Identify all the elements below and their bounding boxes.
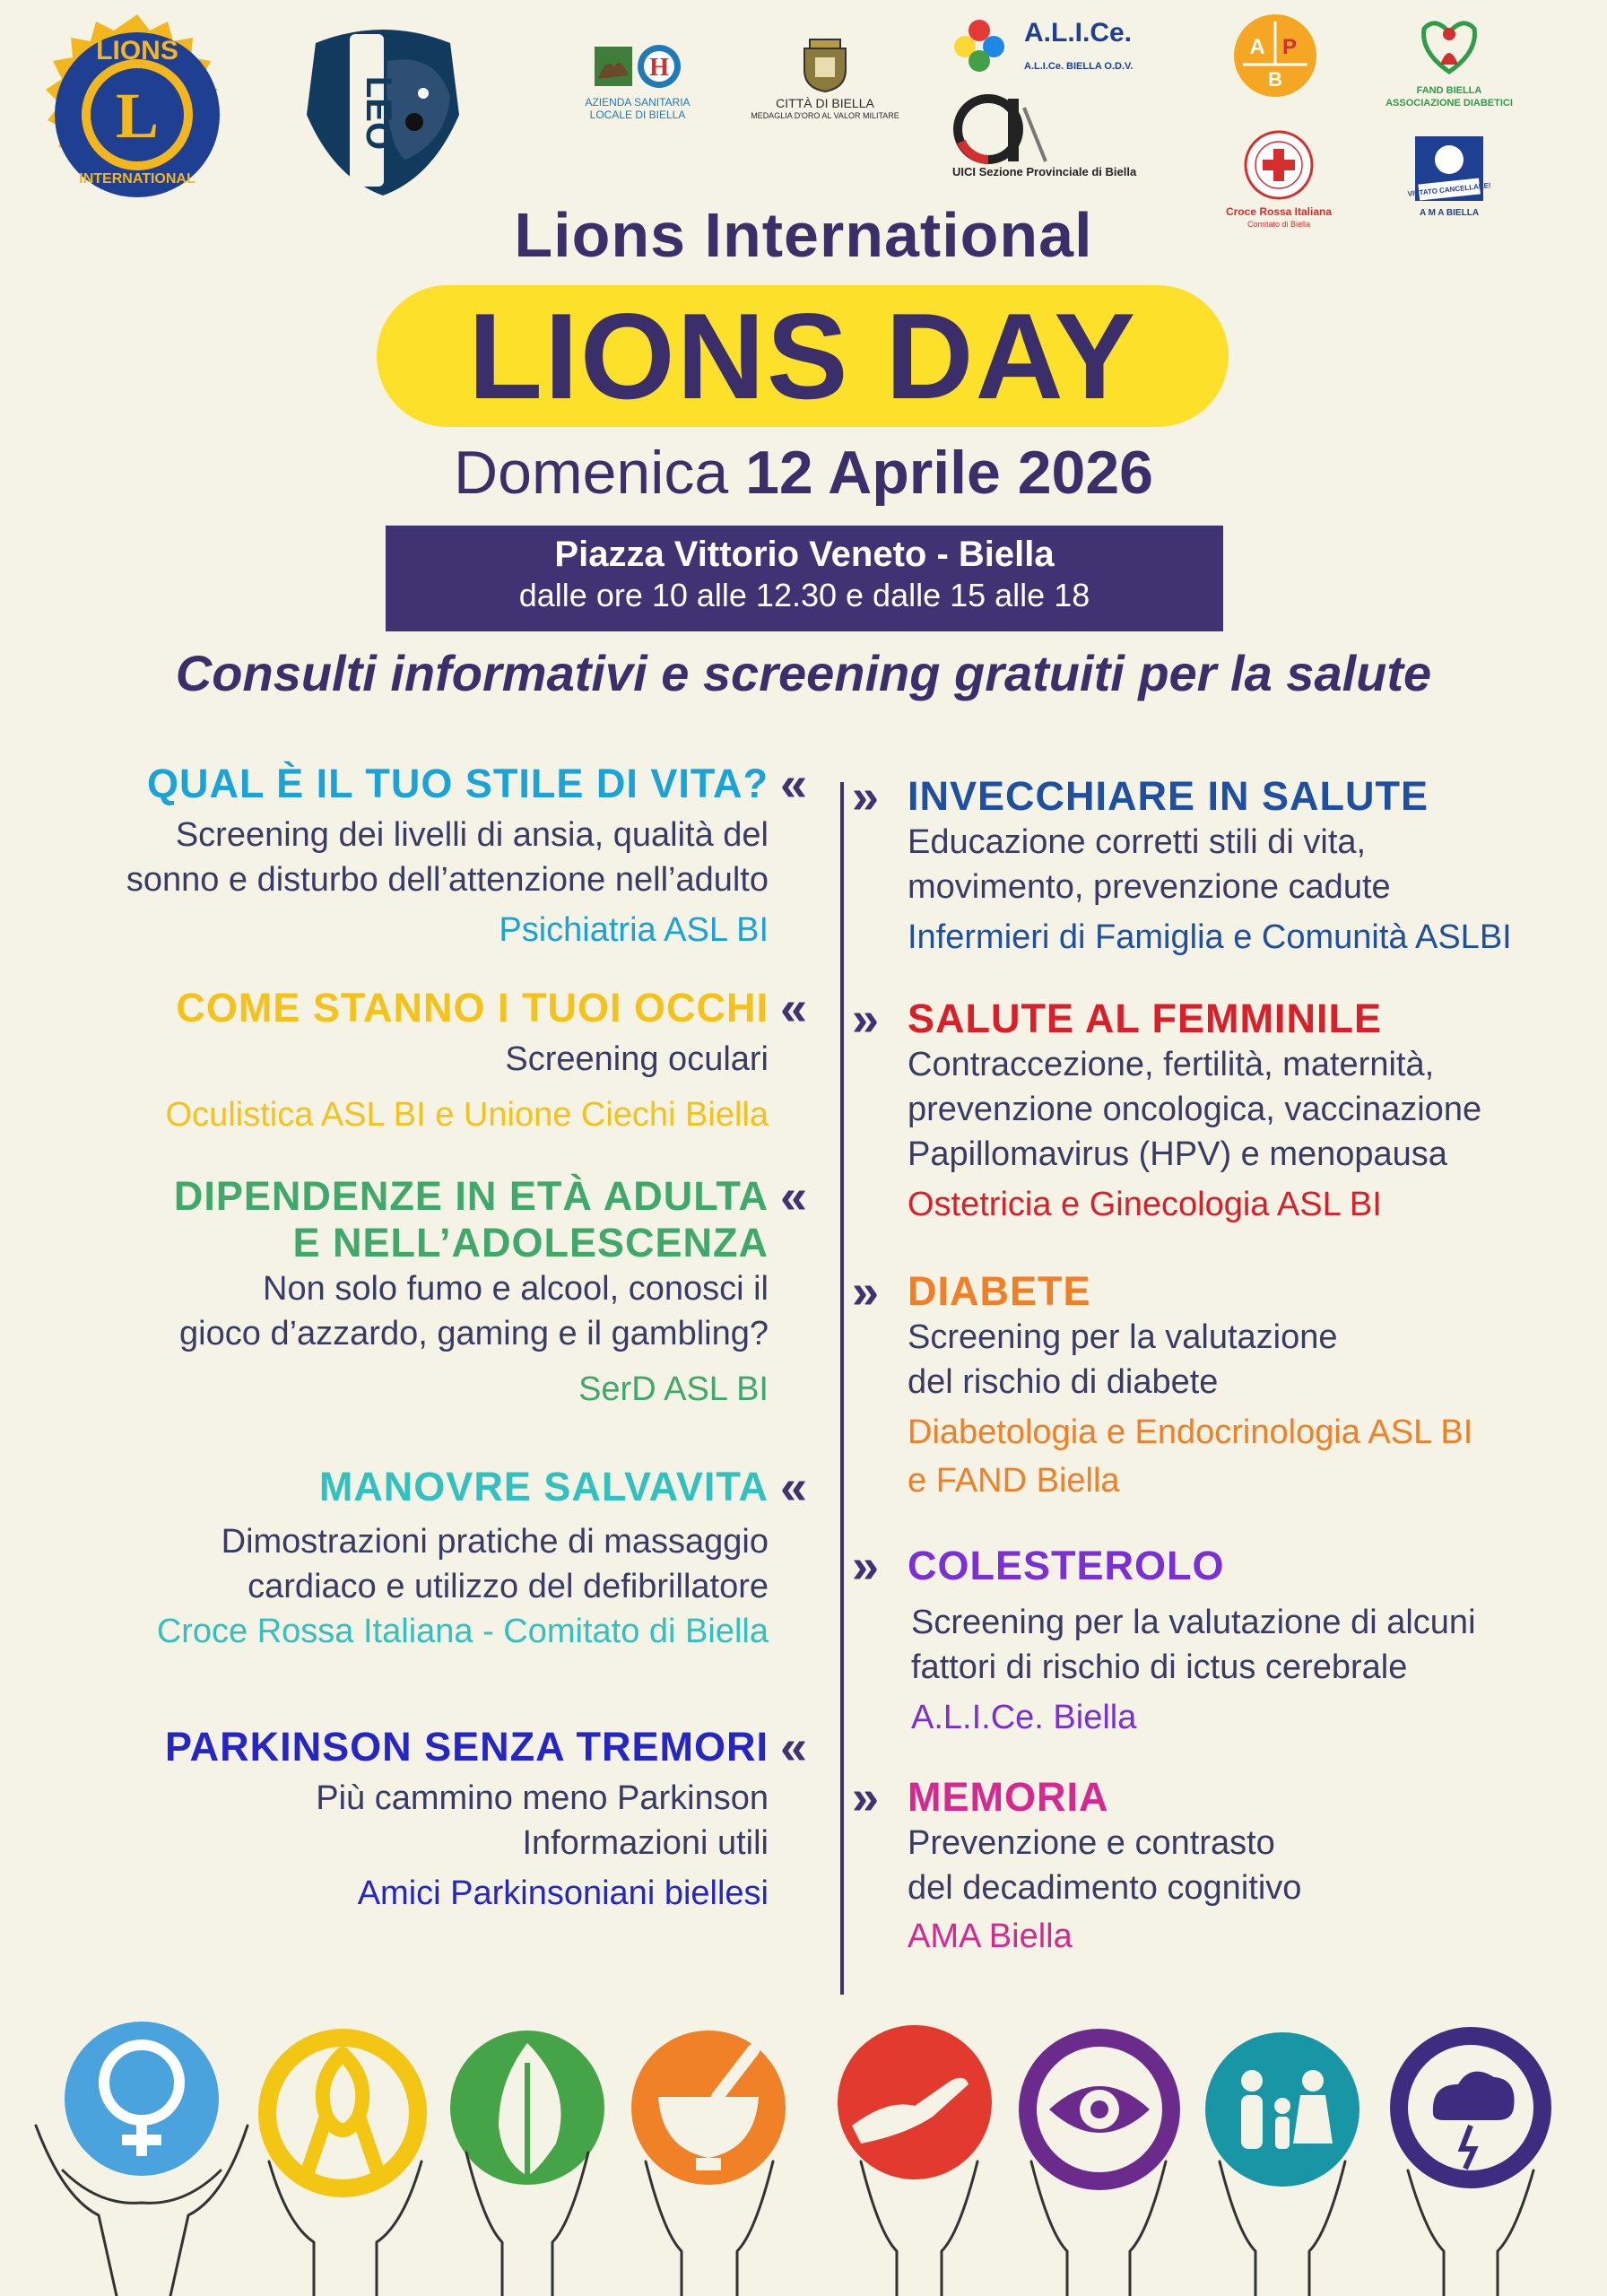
section-organizer: Diabetologia e Endocrinologia ASL BI bbox=[908, 1413, 1473, 1451]
apb-letter-p: P bbox=[1281, 35, 1298, 59]
alice-name: A.L.I.Ce. bbox=[1024, 18, 1133, 48]
section-organizer: Oculistica ASL BI e Unione Ciechi Biella bbox=[165, 1096, 769, 1134]
family-icon bbox=[1205, 2032, 1359, 2296]
section-desc-line: movimento, prevenzione cadute bbox=[908, 868, 1391, 906]
lions-ring-top-text: LIONS bbox=[96, 36, 178, 65]
left-chevron-marker: « bbox=[780, 981, 808, 1035]
section-desc-line: Screening dei livelli di ansia, qualità del bbox=[175, 816, 769, 854]
uici-biella-logo bbox=[952, 90, 1168, 188]
section-organizer: Amici Parkinsoniani biellesi bbox=[357, 1874, 769, 1912]
section-organizer: SerD ASL BI bbox=[578, 1370, 769, 1408]
fand-caption-line1: FAND BIELLA bbox=[1416, 85, 1482, 96]
section-title: DIABETE bbox=[908, 1268, 1091, 1314]
section-title: SALUTE AL FEMMINILE bbox=[908, 996, 1382, 1041]
event-date bbox=[0, 438, 1607, 508]
section-title: COME STANNO I TUOI OCCHI bbox=[176, 985, 769, 1031]
section-organizer: A.L.I.Ce. Biella bbox=[911, 1699, 1137, 1736]
alice-caption: A.L.I.Ce. BIELLA O.D.V. bbox=[1024, 61, 1134, 72]
event-subtitle: Consulti informativi e screening gratuiti per la salute bbox=[175, 645, 1432, 701]
section-title: COLESTEROLO bbox=[908, 1543, 1225, 1588]
section-desc-line: cardiaco e utilizzo del defibrillatore bbox=[248, 1568, 769, 1605]
lions-center-letter: L bbox=[115, 80, 160, 152]
section-desc-line: Screening per la valutazione bbox=[908, 1318, 1338, 1356]
section-title: QUAL È IL TUO STILE DI VITA? bbox=[146, 761, 769, 806]
section-dipendenze bbox=[174, 1173, 769, 1412]
section-occhi bbox=[166, 985, 769, 1137]
section-title: MEMORIA bbox=[908, 1774, 1109, 1820]
section-parkinson bbox=[165, 1724, 769, 1916]
section-title: PARKINSON SENZA TREMORI bbox=[164, 1724, 769, 1770]
right-chevron-marker: » bbox=[852, 1539, 880, 1593]
section-desc-line: Più cammino meno Parkinson bbox=[316, 1779, 769, 1817]
mortar-pestle-icon bbox=[631, 2031, 786, 2296]
section-title-line: E NELL’ADOLESCENZA bbox=[292, 1220, 769, 1265]
section-desc-line: Prevenzione e contrasto bbox=[908, 1824, 1275, 1862]
ama-badge-text: VIETATO CANCELLARE! bbox=[1407, 181, 1492, 198]
event-location-box bbox=[386, 526, 1223, 631]
citta-caption-line2: MEDAGLIA D'ORO AL VALOR MILITARE bbox=[751, 111, 899, 120]
section-desc-line: fattori di rischio di ictus cerebrale bbox=[911, 1648, 1408, 1686]
organization-title: Lions International bbox=[514, 200, 1093, 270]
section-desc-line: Screening oculari bbox=[505, 1040, 769, 1078]
section-diabete bbox=[908, 1268, 1472, 1503]
alice-biella-logo bbox=[952, 18, 1150, 81]
section-organizer: Infermieri di Famiglia e Comunità ASLBI bbox=[908, 918, 1512, 956]
awareness-ribbon-icon bbox=[267, 2038, 421, 2296]
ama-caption: A M A BIELLA bbox=[1419, 208, 1480, 218]
section-title-line: DIPENDENZE IN ETÀ ADULTA bbox=[173, 1173, 769, 1219]
event-title: LIONS DAY bbox=[467, 288, 1137, 424]
section-desc-line: gioco d’azzardo, gaming e il gambling? bbox=[179, 1315, 769, 1352]
apb-letter-a: A bbox=[1249, 35, 1265, 59]
section-salute-femminile bbox=[908, 996, 1481, 1227]
left-chevron-marker: « bbox=[780, 1170, 808, 1223]
eye-icon bbox=[1028, 2038, 1171, 2296]
event-date-day: Domenica bbox=[454, 439, 729, 507]
section-desc-line: Educazione corretti stili di vita, bbox=[908, 823, 1367, 861]
section-organizer: Croce Rossa Italiana - Comitato di Biella bbox=[156, 1613, 769, 1650]
apb-logo bbox=[1232, 13, 1318, 99]
event-date-full: 12 Aprile 2026 bbox=[745, 439, 1153, 507]
section-title: MANOVRE SALVAVITA bbox=[318, 1464, 769, 1509]
section-desc-line: sonno e disturbo dell’attenzione nell’adulto bbox=[126, 861, 769, 899]
event-location: Piazza Vittorio Veneto - Biella bbox=[554, 535, 1055, 574]
leo-club-logo bbox=[280, 7, 486, 204]
section-organizer: AMA Biella bbox=[908, 1918, 1073, 1955]
leaf-icon bbox=[450, 2031, 604, 2296]
section-desc-line: del rischio di diabete bbox=[908, 1363, 1219, 1401]
right-chevron-marker: » bbox=[852, 992, 880, 1046]
helping-hands-icon bbox=[838, 2025, 992, 2296]
section-memoria bbox=[908, 1774, 1301, 1959]
left-chevron-marker: « bbox=[780, 1720, 808, 1774]
asl-biella-logo bbox=[570, 39, 705, 138]
cri-caption-line1: Croce Rossa Italiana bbox=[1225, 205, 1333, 218]
apb-letter-b: B bbox=[1268, 68, 1282, 91]
section-desc-line: Informazioni utili bbox=[522, 1824, 769, 1862]
left-chevron-marker: « bbox=[780, 757, 808, 811]
storm-cloud-head-icon bbox=[1399, 2036, 1542, 2296]
section-organizer: Psichiatria ASL BI bbox=[499, 911, 769, 949]
uici-caption: UICI Sezione Provinciale di Biella bbox=[952, 165, 1137, 178]
woman-symbol-icon bbox=[36, 2022, 248, 2296]
section-desc-line: Screening per la valutazione di alcuni bbox=[911, 1604, 1476, 1641]
citta-caption-line1: CITTÀ DI BIELLA bbox=[776, 96, 874, 110]
section-desc-line: prevenzione oncologica, vaccinazione bbox=[908, 1091, 1482, 1128]
left-chevron-marker: « bbox=[780, 1460, 808, 1514]
asl-caption-line1: AZIENDA SANITARIA bbox=[585, 96, 691, 109]
right-chevron-marker: » bbox=[852, 770, 880, 823]
fand-biella-logo bbox=[1377, 9, 1521, 117]
section-invecchiare bbox=[908, 773, 1512, 960]
section-title: INVECCHIARE IN SALUTE bbox=[908, 773, 1429, 819]
section-desc-line: Papillomavirus (HPV) e menopausa bbox=[908, 1135, 1447, 1173]
section-desc-line: Contraccezione, fertilità, maternità, bbox=[908, 1046, 1435, 1083]
section-desc-line: Dimostrazioni pratiche di massaggio bbox=[221, 1523, 769, 1561]
section-desc-line: Non solo fumo e alcool, conosci il bbox=[263, 1270, 769, 1308]
asl-mark-letter: H bbox=[649, 54, 669, 82]
right-chevron-marker: » bbox=[852, 1770, 880, 1824]
fand-caption-line2: ASSOCIAZIONE DIABETICI bbox=[1385, 98, 1513, 109]
cri-caption-line2: Comitato di Biella bbox=[1247, 220, 1311, 229]
bottom-icon-row bbox=[0, 1991, 1607, 2296]
section-colesterolo bbox=[908, 1543, 1476, 1740]
section-stile-di-vita bbox=[126, 761, 769, 952]
lions-international-logo bbox=[20, 7, 255, 222]
citta-di-biella-logo bbox=[744, 36, 906, 135]
asl-caption-line2: LOCALE DI BIELLA bbox=[589, 109, 686, 121]
column-divider bbox=[840, 782, 844, 1995]
event-hours: dalle ore 10 alle 12.30 e dalle 15 alle 18 bbox=[518, 577, 1090, 613]
section-desc-line: del decadimento cognitivo bbox=[908, 1869, 1302, 1907]
section-manovre-salvavita bbox=[157, 1464, 769, 1654]
lions-ring-bottom-text: INTERNATIONAL bbox=[79, 171, 195, 187]
section-organizer: e FAND Biella bbox=[908, 1462, 1120, 1500]
leo-logo-text: LEO bbox=[359, 75, 398, 151]
right-chevron-marker: » bbox=[852, 1265, 880, 1318]
section-organizer: Ostetricia e Ginecologia ASL BI bbox=[908, 1186, 1382, 1223]
